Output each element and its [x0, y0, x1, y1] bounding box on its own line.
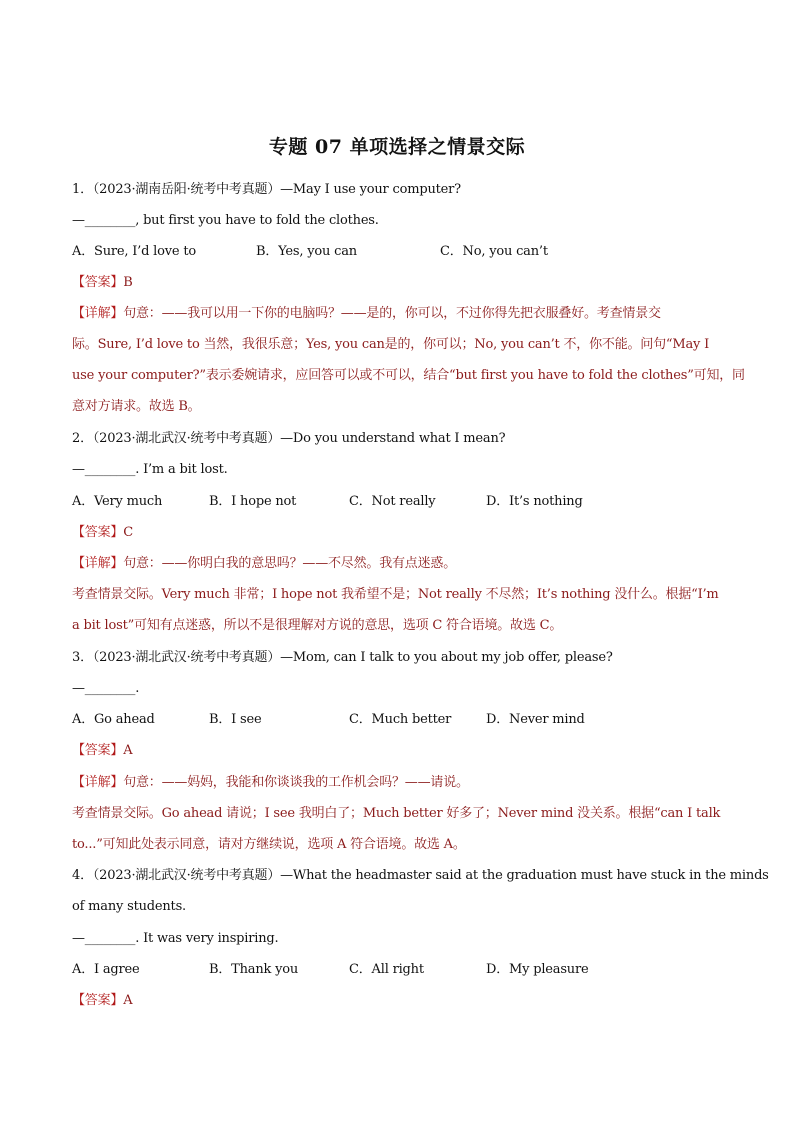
- option-a: A．I agree: [72, 962, 140, 977]
- answer-label: 【答案】: [72, 525, 124, 540]
- question-3-detail-line: to...”可知此处表示同意，请对方继续说，选项 A 符合语境。故选 A。: [72, 837, 466, 852]
- option-d: D．Never mind: [486, 712, 585, 727]
- question-4-reply: —________. It was very inspiring.: [72, 931, 279, 946]
- option-b: B．I hope not: [209, 494, 297, 509]
- question-2-detail-line: 【详解】句意：——你明白我的意思吗？——不尽然。我有点迷惑。: [72, 556, 457, 571]
- option-c: C．Much better: [349, 712, 452, 727]
- question-1-answer: [72, 273, 732, 293]
- option-d: D．It’s nothing: [486, 494, 583, 509]
- question-4-answer: [72, 991, 732, 1011]
- question-1-detail-line: 意对方请求。故选 B。: [72, 399, 201, 414]
- answer-value: C: [123, 525, 133, 540]
- option-a: A．Go ahead: [72, 712, 155, 727]
- option-b: B．Yes, you can: [256, 244, 357, 259]
- question-2-answer: [72, 523, 732, 543]
- answer-value: B: [123, 275, 133, 290]
- option-b: B．Thank you: [209, 962, 299, 977]
- question-2-stem: 2．（2023·湖北武汉·统考中考真题）—Do you understand what I mean?: [72, 431, 506, 446]
- answer-value: A: [123, 993, 133, 1008]
- option-b: B．I see: [209, 712, 262, 727]
- question-1-reply: —________, but first you have to fold the clothes.: [72, 213, 379, 228]
- answer-label: 【答案】: [72, 993, 124, 1008]
- option-a: A．Very much: [72, 494, 163, 509]
- question-1-detail-line: 际。Sure, I’d love to 当然，我很乐意；Yes, you can是的，你可以；No, you can’t 不，你不能。问句“May I: [72, 337, 710, 352]
- question-4-stem: 4．（2023·湖北武汉·统考中考真题）—What the headmaster said at the graduation must have stuck in the minds: [72, 868, 769, 883]
- option-c: C．Not really: [349, 494, 436, 509]
- question-1-detail-line: use your computer?”表示委婉请求，应回答可以或不可以，结合“but first you have to fold the clothes”可知，同: [72, 368, 745, 383]
- option-c: C．All right: [349, 962, 424, 977]
- option-c: C．No, you can’t: [440, 244, 548, 259]
- detail-label: 【详解】: [72, 556, 124, 571]
- question-3-detail-line: 【详解】句意：——妈妈，我能和你谈谈我的工作机会吗？——请说。: [72, 775, 469, 790]
- answer-label: 【答案】: [72, 743, 124, 758]
- page-title: 专题 07 单项选择之情景交际: [268, 136, 526, 158]
- option-a: A．Sure, I’d love to: [72, 244, 196, 259]
- question-2-reply: —________. I’m a bit lost.: [72, 462, 228, 477]
- question-3-answer: [72, 741, 732, 761]
- option-d: D．My pleasure: [486, 962, 589, 977]
- question-3-reply: —________.: [72, 681, 140, 696]
- question-3-detail-line: 考查情景交际。Go ahead 请说；I see 我明白了；Much better 好多了；Never mind 没关系。根据“can I talk: [72, 806, 721, 821]
- question-2-detail-line: 考查情景交际。Very much 非常；I hope not 我希望不是；Not really 不尽然；It’s nothing 没什么。根据“I’m: [72, 587, 719, 602]
- question-3-stem: 3．（2023·湖北武汉·统考中考真题）—Mom, can I talk to you about my job offer, please?: [72, 650, 613, 665]
- question-1-detail-line: 【详解】句意：——我可以用一下你的电脑吗？——是的，你可以，不过你得先把衣服叠好。考查情景交: [72, 306, 661, 321]
- question-2-detail-line: a bit lost”可知有点迷惑，所以不是很理解对方说的意思，选项 C 符合语境。故选 C。: [72, 618, 563, 633]
- question-1-stem: 1．（2023·湖南岳阳·统考中考真题）—May I use your computer?: [72, 182, 461, 197]
- answer-value: A: [123, 743, 133, 758]
- answer-label: 【答案】: [72, 275, 124, 290]
- detail-label: 【详解】: [72, 775, 124, 790]
- question-4-stem-cont: of many students.: [72, 899, 186, 914]
- detail-label: 【详解】: [72, 306, 124, 321]
